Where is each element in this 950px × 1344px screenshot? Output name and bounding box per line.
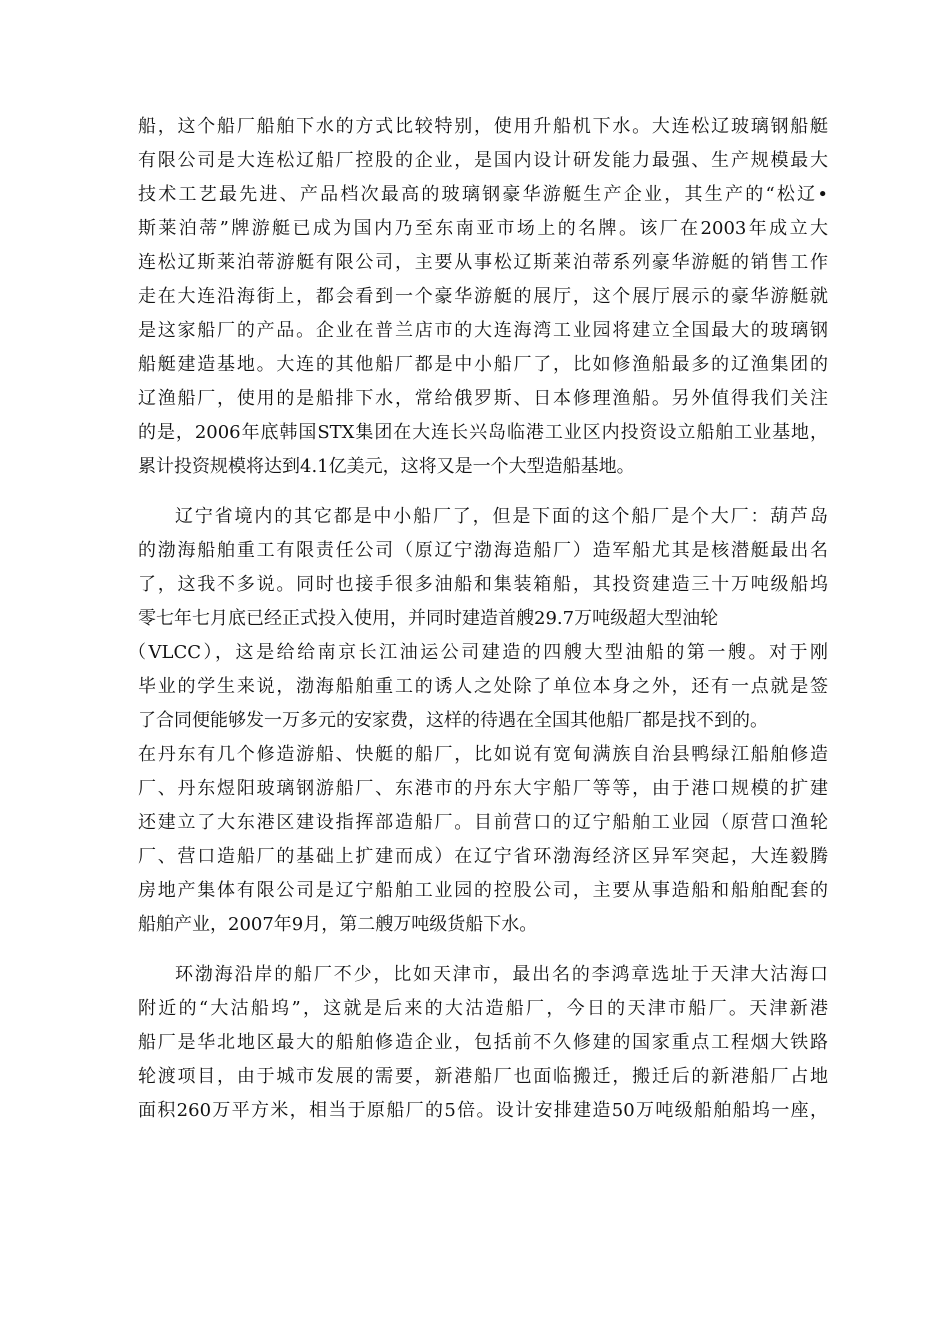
text-line: 有限公司是大连松辽船厂控股的企业，是国内设计研发能力最强、生产规模最大 [138,150,828,171]
paragraph-spacer [138,942,828,958]
text-line: 轮渡项目，由于城市发展的需要，新港船厂也面临搬迁，搬迁后的新港船厂占地 [138,1066,828,1087]
text-line: 毕业的学生来说，渤海船舶重工的诱人之处除了单位本身之外，还有一点就是签 [138,676,828,697]
text-line: 零七年七月底已经正式投入使用，并同时建造首艘29.7万吨级超大型油轮 [138,608,719,629]
text-line: 船艇建造基地。大连的其他船厂都是中小船厂了，比如修渔船最多的辽渔集团的 [138,354,828,375]
text-line: （VLCC），这是给给南京长江油运公司建造的四艘大型油船的第一艘。对于刚 [128,642,828,663]
text-line: 了，这我不多说。同时也接手很多油船和集装箱船，其投资建造三十万吨级船坞 [138,574,828,595]
text-line: 累计投资规模将达到4.1亿美元，这将又是一个大型造船基地。 [138,456,635,477]
text-line: 连松辽斯莱泊蒂游艇有限公司，主要从事松辽斯莱泊蒂系列豪华游艇的销售工作 [138,252,828,273]
text-line: 厂、丹东煜阳玻璃钢游船厂、东港市的丹东大宇船厂等等，由于港口规模的扩建 [138,778,828,799]
text-line: 船，这个船厂船舶下水的方式比较特别，使用升船机下水。大连松辽玻璃钢船艇 [138,116,828,137]
text-line: 还建立了大东港区建设指挥部造船厂。目前营口的辽宁船舶工业园（原营口渔轮 [138,812,828,833]
text-line: 房地产集体有限公司是辽宁船舶工业园的控股公司，主要从事造船和船舶配套的 [138,880,828,901]
text-line: 面积260万平方米，相当于原船厂的5倍。设计安排建造50万吨级船舶船坞一座， [138,1100,828,1121]
text-line: 的渤海船舶重工有限责任公司（原辽宁渤海造船厂）造军船尤其是核潜艇最出名 [138,540,828,561]
text-line: 辽宁省境内的其它都是中小船厂了，但是下面的这个船厂是个大厂：葫芦岛 [175,506,828,527]
text-line: 附近的“大沽船坞”，这就是后来的大沽造船厂，今日的天津市船厂。天津新港 [138,998,828,1019]
text-line: 船舶产业，2007年9月，第二艘万吨级货船下水。 [138,914,538,935]
text-line: 厂、营口造船厂的基础上扩建而成）在辽宁省环渤海经济区异军突起，大连毅腾 [138,846,828,867]
document-body [128,110,828,1128]
paragraph-3 [138,958,828,1128]
text-line: 是这家船厂的产品。企业在普兰店市的大连海湾工业园将建立全国最大的玻璃钢 [138,320,828,341]
text-line: 了合同便能够发一万多元的安家费，这样的待遇在全国其他船厂都是找不到的。 [138,710,768,731]
text-line: 在丹东有几个修造游船、快艇的船厂，比如说有宽甸满族自治县鸭绿江船舶修造 [138,744,828,765]
paragraph-1 [138,110,828,484]
text-line: 船厂是华北地区最大的船舶修造企业，包括前不久修建的国家重点工程烟大铁路 [138,1032,828,1053]
text-line: 环渤海沿岸的船厂不少，比如天津市，最出名的李鸿章选址于天津大沽海口 [175,964,828,985]
text-line: 走在大连沿海街上，都会看到一个豪华游艇的展厅，这个展厅展示的豪华游艇就 [138,286,828,307]
paragraph-2 [128,500,828,942]
text-line: 的是，2006年底韩国STX集团在大连长兴岛临港工业区内投资设立船舶工业基地， [138,422,828,443]
paragraph-spacer [138,484,828,500]
text-line: 辽渔船厂，使用的是船排下水，常给俄罗斯、日本修理渔船。另外值得我们关注 [138,388,828,409]
text-line: 技术工艺最先进、产品档次最高的玻璃钢豪华游艇生产企业，其生产的“松辽• [138,184,828,205]
text-line: 斯莱泊蒂”牌游艇已成为国内乃至东南亚市场上的名牌。该厂在2003年成立大 [138,218,828,239]
